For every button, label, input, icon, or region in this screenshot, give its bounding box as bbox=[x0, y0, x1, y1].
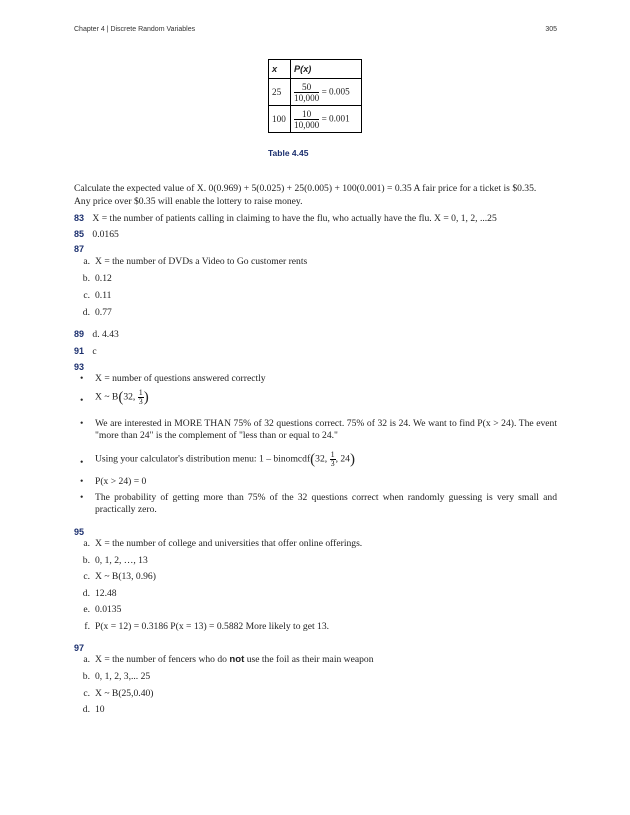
list-item bbox=[74, 704, 557, 716]
list-item bbox=[74, 654, 557, 666]
item-label: c. bbox=[83, 688, 90, 699]
probability-table bbox=[268, 59, 362, 133]
fraction-denominator: 10,000 bbox=[294, 119, 320, 130]
cell-px bbox=[291, 106, 362, 133]
list-item bbox=[74, 688, 557, 700]
item-label: c. bbox=[83, 290, 90, 301]
item-text: P(x = 12) = 0.3186 P(x = 13) = 0.5882 More likely to get 13. bbox=[95, 621, 330, 632]
paragraph-line: Calculate the expected value of X. 0(0.969) + 5(0.025) + 25(0.005) + 100(0.001) = 0.35 A fair price for a ticket is $0.35. bbox=[74, 183, 537, 194]
exercise-number: 97 bbox=[74, 643, 85, 653]
fraction-denominator: 3 bbox=[138, 397, 143, 406]
table-row bbox=[269, 79, 362, 106]
item-text: 0, 1, 2, 3,... 25 bbox=[95, 671, 151, 682]
formula-arg: 32, bbox=[315, 453, 328, 465]
item-label: a. bbox=[83, 654, 90, 665]
item-text-start: X = the number of fencers who do bbox=[95, 654, 227, 665]
exercise-number-87 bbox=[74, 243, 557, 256]
table-row bbox=[269, 106, 362, 133]
answer-text: X = the number of patients calling in claiming to have the flu, who actually have the flu. X = 0, 1, 2, ...25 bbox=[92, 213, 497, 224]
fraction-denominator: 3 bbox=[330, 459, 335, 468]
item-text-emphasis: not bbox=[229, 654, 245, 665]
answer-91 bbox=[74, 345, 557, 358]
list-item bbox=[74, 538, 557, 550]
cell-x: 100 bbox=[269, 106, 291, 133]
exercise-number: 87 bbox=[74, 244, 85, 254]
expected-value-paragraph bbox=[74, 183, 557, 208]
item-label: b. bbox=[82, 555, 90, 566]
left-paren-icon: ( bbox=[118, 389, 124, 406]
item-text: X = the number of DVDs a Video to Go customer rents bbox=[95, 256, 308, 267]
answer-text: c bbox=[92, 346, 97, 357]
list-item bbox=[74, 588, 557, 600]
item-label: b. bbox=[82, 671, 90, 682]
bullet-formula bbox=[95, 389, 557, 406]
item-label: d. bbox=[82, 588, 90, 599]
bullet-item bbox=[74, 373, 557, 385]
fraction bbox=[294, 82, 319, 103]
probability-value: = 0.001 bbox=[321, 113, 350, 124]
bullet-item bbox=[74, 476, 557, 488]
table-caption: Table 4.45 bbox=[268, 148, 309, 158]
item-label: d. bbox=[82, 307, 90, 318]
bullet-text: P(x > 24) = 0 bbox=[95, 476, 147, 487]
list-item bbox=[74, 571, 557, 583]
list-item bbox=[74, 555, 557, 567]
cell-x: 25 bbox=[269, 79, 291, 106]
fraction-numerator: 1 bbox=[330, 450, 335, 459]
item-text: 0, 1, 2, …, 13 bbox=[95, 555, 148, 566]
item-label: a. bbox=[83, 538, 90, 549]
item-label: c. bbox=[83, 571, 90, 582]
running-header: Chapter 4 | Discrete Random Variables bbox=[74, 26, 196, 33]
exercise-number: 91 bbox=[74, 346, 85, 356]
item-label: b. bbox=[82, 273, 90, 284]
bullet-text: The probability of getting more than 75% of the 32 questions correct when randomly guessing is very small and practically zero. bbox=[95, 492, 557, 515]
fraction-denominator: 10,000 bbox=[294, 92, 320, 103]
left-paren-icon: ( bbox=[310, 451, 316, 468]
answer-89 bbox=[74, 328, 557, 341]
formula-arg: 32, bbox=[123, 391, 136, 403]
answer-83 bbox=[74, 212, 557, 225]
bullet-icon: • bbox=[80, 395, 84, 406]
answer-text: 0.0165 bbox=[92, 229, 119, 240]
item-text: 12.48 bbox=[95, 588, 117, 599]
item-text bbox=[95, 654, 557, 666]
item-text: X = the number of college and universities that offer online offerings. bbox=[95, 538, 363, 549]
column-header-x: x bbox=[269, 60, 291, 79]
list-item bbox=[74, 273, 557, 285]
fraction-numerator: 1 bbox=[138, 388, 143, 397]
bullet-item bbox=[74, 492, 557, 516]
cell-px bbox=[291, 79, 362, 106]
item-label: f. bbox=[84, 621, 90, 632]
list-item bbox=[74, 256, 557, 268]
bullet-text: We are interested in MORE THAN 75% of 32 questions correct. 75% of 32 is 24. We want to find P(x > 24). The event "more than 24" is the complement of "less than or equal to 24." bbox=[95, 418, 557, 441]
item-text: 0.12 bbox=[95, 273, 112, 284]
list-item bbox=[74, 604, 557, 616]
bullet-item bbox=[74, 451, 557, 468]
right-paren-icon: ) bbox=[143, 389, 149, 406]
answer-text: d. 4.43 bbox=[92, 329, 119, 340]
bullet-icon: • bbox=[80, 457, 84, 468]
exercise-number: 95 bbox=[74, 527, 85, 537]
bullet-icon: • bbox=[80, 418, 84, 429]
item-text: 10 bbox=[95, 704, 105, 715]
exercise-number: 93 bbox=[74, 362, 85, 372]
answer-85 bbox=[74, 228, 557, 241]
item-text: 0.0135 bbox=[95, 604, 122, 615]
bullet-text: X = number of questions answered correctly bbox=[95, 373, 266, 384]
item-text-end: use the foil as their main weapon bbox=[246, 654, 374, 665]
paragraph-line: Any price over $0.35 will enable the lottery to raise money. bbox=[74, 195, 303, 207]
exercise-number: 85 bbox=[74, 229, 85, 239]
exercise-number: 83 bbox=[74, 213, 85, 223]
column-header-px: P(x) bbox=[291, 60, 362, 79]
list-item bbox=[74, 621, 557, 633]
probability-value: = 0.005 bbox=[321, 86, 350, 97]
formula-prefix: X ~ B bbox=[95, 391, 119, 403]
formula-prefix: Using your calculator's distribution menu: 1 – binomcdf bbox=[95, 453, 311, 465]
fraction bbox=[294, 109, 319, 130]
right-paren-icon: ) bbox=[349, 451, 355, 468]
table-header-row bbox=[269, 60, 362, 79]
list-item bbox=[74, 307, 557, 319]
fraction-numerator: 50 bbox=[294, 82, 319, 93]
item-text: X ~ B(25,0.40) bbox=[95, 688, 154, 699]
exercise-number: 89 bbox=[74, 329, 85, 339]
item-text: 0.11 bbox=[95, 290, 112, 301]
bullet-formula bbox=[95, 451, 557, 468]
bullet-icon: • bbox=[80, 373, 84, 384]
bullet-item bbox=[74, 389, 557, 406]
item-label: a. bbox=[83, 256, 90, 267]
fraction-numerator: 10 bbox=[294, 109, 319, 120]
bullet-item bbox=[74, 418, 557, 442]
page-number: 305 bbox=[545, 26, 557, 33]
item-label: e. bbox=[83, 604, 90, 615]
bullet-icon: • bbox=[80, 492, 84, 503]
bullet-icon: • bbox=[80, 476, 84, 487]
formula-arg-end: , 24 bbox=[335, 453, 350, 465]
item-label: d. bbox=[82, 704, 90, 715]
list-item bbox=[74, 671, 557, 683]
item-text: 0.77 bbox=[95, 307, 112, 318]
list-item bbox=[74, 290, 557, 302]
item-text: X ~ B(13, 0.96) bbox=[95, 571, 156, 582]
